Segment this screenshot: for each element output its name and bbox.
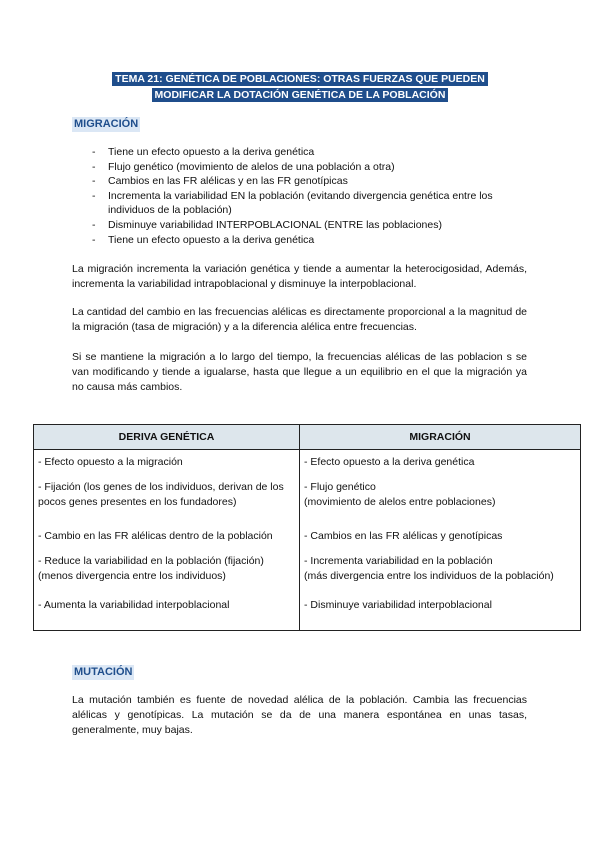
- paragraph-mutacion: La mutación también es fuente de novedad alélica de la población. Cambia las frecuencias alélicas y genotípicas. La mutación se da de una manera espontánea en unas tasas, generalmente, muy bajas.: [72, 694, 527, 736]
- list-item: - Tiene un efecto opuesto a la deriva genética: [92, 146, 315, 158]
- table-header-deriva: DERIVA GENÉTICA: [34, 425, 300, 450]
- list-item: - Tiene un efecto opuesto a la deriva genética: [92, 233, 315, 246]
- list-item: - Cambios en las FR alélicas y en las FR genotípicas: [92, 175, 348, 188]
- heading-migracion: MIGRACIÓN: [74, 118, 139, 130]
- table-row: [34, 554, 581, 598]
- title-line-2: MODIFICAR LA DOTACIÓN GENÉTICA DE LA POBLACIÓN: [152, 88, 449, 102]
- table-cell: - Incrementa variabilidad en la población (más divergencia entre los individuos de la población): [300, 554, 581, 598]
- paragraph-migracion-3: Si se mantiene la migración a lo largo del tiempo, la frecuencias alélicas de las poblacion s se van modificando y tiende a igualarse, hasta que llegue a un equilibrio en el que la migración ya no causa más cambios.: [72, 351, 527, 393]
- table-cell: - Efecto opuesto a la migración: [34, 450, 300, 480]
- heading-mutacion: MUTACIÓN: [74, 666, 133, 678]
- migracion-bullet-list: [92, 145, 528, 247]
- table-cell: - Cambio en las FR alélicas dentro de la población: [34, 524, 300, 554]
- page-title: [0, 71, 600, 103]
- list-item: - Disminuye variabilidad INTERPOBLACIONAL (ENTRE las poblaciones): [92, 218, 442, 231]
- paragraph-migracion-1: La migración incrementa la variación genética y tiende a aumentar la heterocigosidad, Además, incrementa la variabilidad intrapoblacional y disminuye la interpoblacional.: [72, 263, 527, 290]
- paragraph-migracion-2: La cantidad del cambio en las frecuencias alélicas es directamente proporcional a la magnitud de la migración (tasa de migración) y a la diferencia alélica entre frecuencias.: [72, 306, 527, 333]
- table-cell: - Disminuye variabilidad interpoblacional: [300, 598, 581, 631]
- table-cell: - Efecto opuesto a la deriva genética: [300, 450, 581, 480]
- table-row: [34, 598, 581, 631]
- table-row: [34, 524, 581, 554]
- table-cell: - Aumenta la variabilidad interpoblacional: [34, 598, 300, 631]
- list-item: - Incrementa la variabilidad EN la población (evitando divergencia genética entre los individuos de la población): [92, 189, 493, 217]
- table-cell: - Cambios en las FR alélicas y genotípicas: [300, 524, 581, 554]
- table-cell: - Flujo genético (movimiento de alelos entre poblaciones): [300, 480, 581, 524]
- table-cell: - Reduce la variabilidad en la población (fijación) (menos divergencia entre los individuos): [34, 554, 300, 598]
- list-item: - Flujo genético (movimiento de alelos de una población a otra): [92, 160, 395, 173]
- table-cell: - Fijación (los genes de los individuos, derivan de los pocos genes presentes en los fundadores): [34, 480, 300, 524]
- title-line-1: TEMA 21: GENÉTICA DE POBLACIONES: OTRAS FUERZAS QUE PUEDEN: [112, 72, 488, 86]
- comparison-table: [33, 424, 581, 631]
- table-row: [34, 450, 581, 480]
- table-row: [34, 480, 581, 524]
- table-header-migracion: MIGRACIÓN: [300, 425, 581, 450]
